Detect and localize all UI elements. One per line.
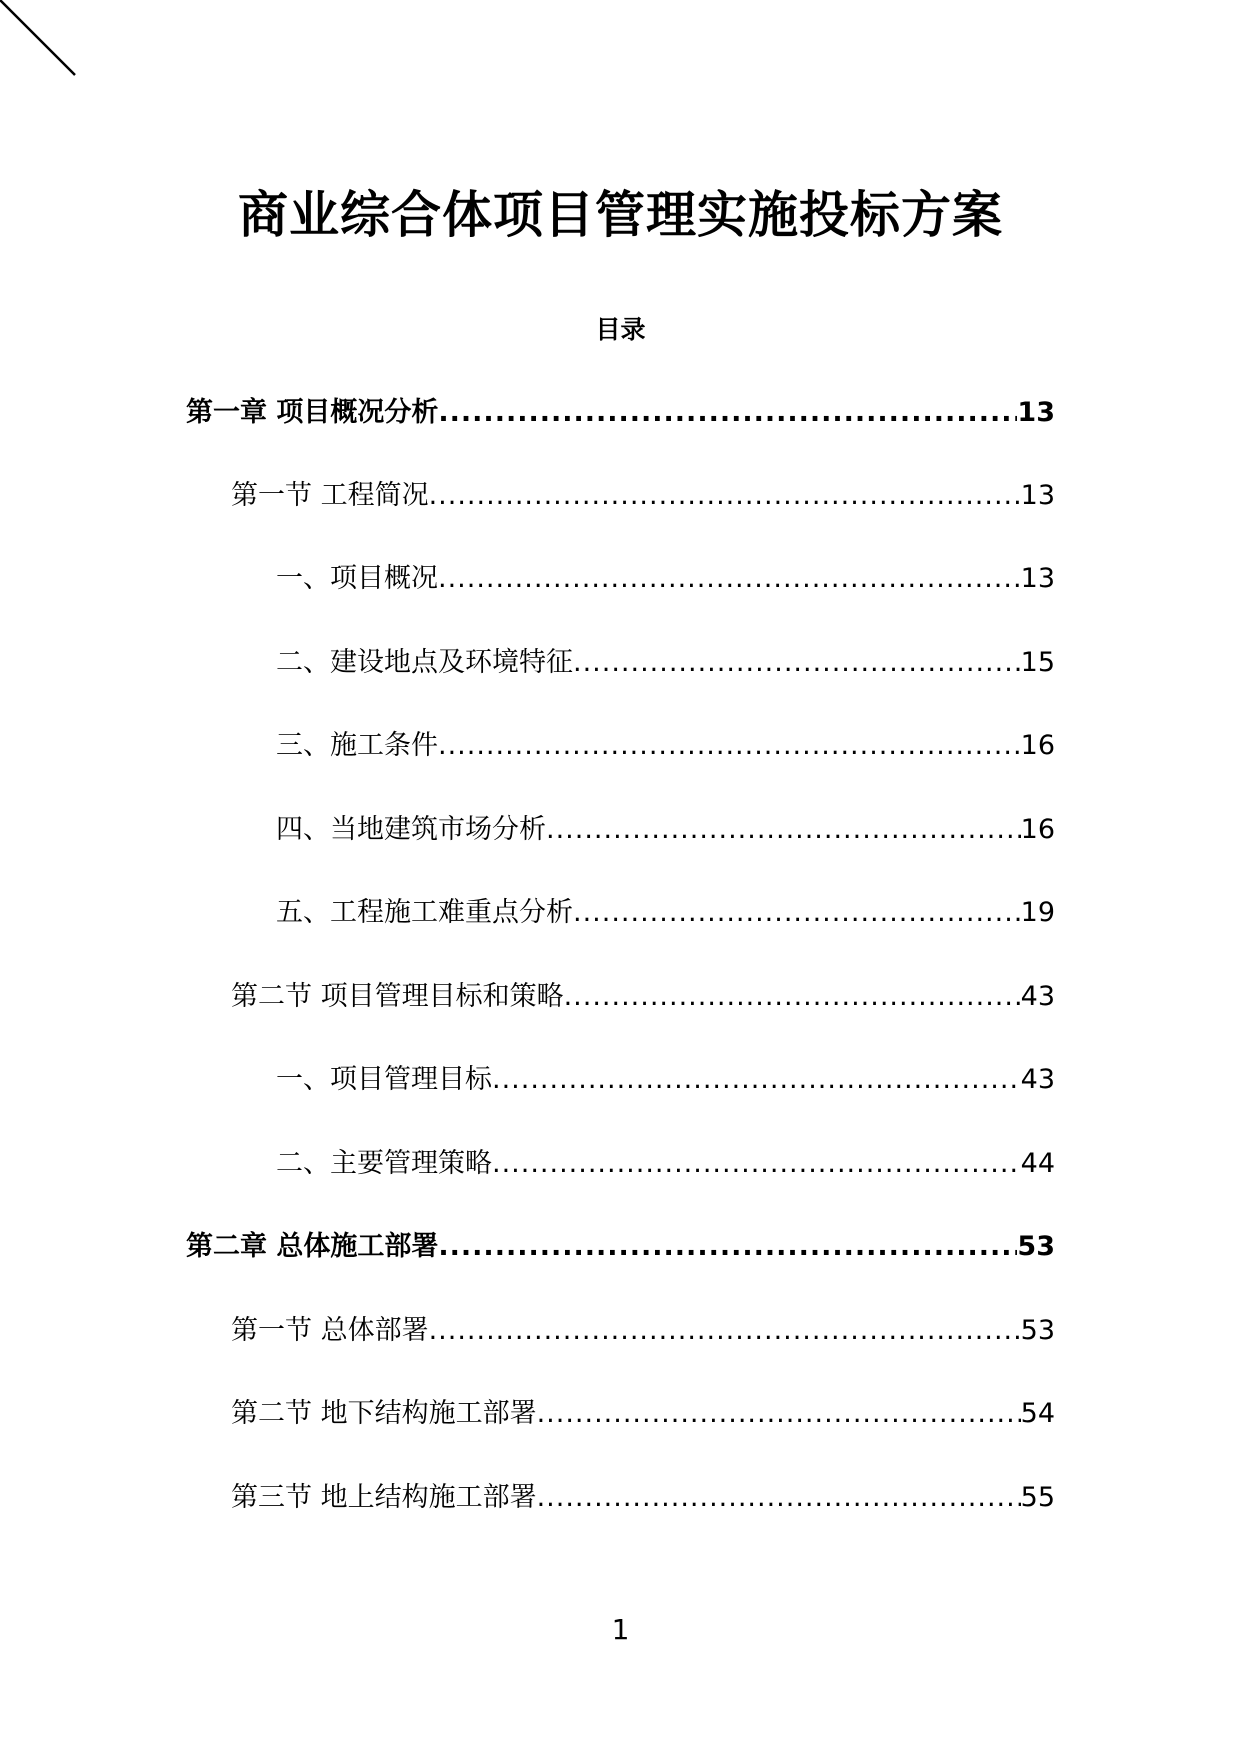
toc-entry-section[interactable] (231, 1311, 1055, 1351)
toc-entry-label: 第一章 项目概况分析 (186, 397, 439, 428)
toc-entry-subsection[interactable] (276, 1060, 1055, 1100)
toc-entry-section[interactable] (231, 1478, 1055, 1518)
toc-entry-section[interactable] (231, 476, 1055, 516)
toc-heading: 目录 (595, 315, 646, 344)
toc-dot-leader (537, 1478, 1021, 1518)
toc-entry-subsection[interactable] (276, 893, 1055, 933)
toc-entry-page: 54 (1020, 1398, 1055, 1429)
toc-entry-label: 第二章 总体施工部署 (186, 1231, 439, 1262)
toc-dot-leader (573, 893, 1021, 933)
toc-entry-label: 二、建设地点及环境特征 (276, 647, 573, 678)
toc-entry-page: 13 (1017, 397, 1055, 428)
toc-dot-leader (438, 1227, 1017, 1267)
toc-dot-leader (438, 726, 1021, 766)
toc-entry-subsection[interactable] (276, 810, 1055, 850)
toc-entry-subsection[interactable] (276, 726, 1055, 766)
toc-dot-leader (438, 393, 1017, 433)
page-number: 1 (611, 1613, 630, 1646)
toc-entry-page: 13 (1020, 480, 1055, 511)
toc-entry-label: 二、主要管理策略 (276, 1148, 492, 1179)
toc-entry-section[interactable] (231, 1394, 1055, 1434)
toc-entry-page: 43 (1020, 1064, 1055, 1095)
toc-dot-leader (564, 977, 1021, 1017)
toc-entry-page: 16 (1020, 814, 1055, 845)
toc-entry-subsection[interactable] (276, 559, 1055, 599)
toc-entry-chapter-2[interactable] (186, 1227, 1055, 1267)
toc-entry-page: 44 (1020, 1148, 1055, 1179)
toc-dot-leader (429, 1311, 1021, 1351)
toc-entry-subsection[interactable] (276, 643, 1055, 683)
toc-entry-label: 第三节 地上结构施工部署 (231, 1482, 537, 1513)
toc-entry-label: 第一节 总体部署 (231, 1315, 429, 1346)
document-title: 商业综合体项目管理实施投标方案 (238, 186, 1003, 244)
toc-entry-page: 53 (1020, 1315, 1055, 1346)
toc-dot-leader (546, 810, 1021, 850)
toc-entry-label: 一、项目管理目标 (276, 1064, 492, 1095)
toc-entry-label: 三、施工条件 (276, 730, 438, 761)
toc-entry-label: 五、工程施工难重点分析 (276, 897, 573, 928)
toc-entry-section[interactable] (231, 977, 1055, 1017)
toc-entry-page: 55 (1020, 1482, 1055, 1513)
corner-crop-mark (0, 0, 80, 80)
toc-dot-leader (429, 476, 1021, 516)
toc-entry-page: 53 (1017, 1231, 1055, 1262)
toc-entry-page: 13 (1020, 563, 1055, 594)
toc-entry-page: 43 (1020, 981, 1055, 1012)
toc-dot-leader (573, 643, 1021, 683)
toc-dot-leader (492, 1060, 1021, 1100)
toc-entry-label: 四、当地建筑市场分析 (276, 814, 546, 845)
toc-dot-leader (492, 1144, 1021, 1184)
toc-entry-label: 第二节 地下结构施工部署 (231, 1398, 537, 1429)
toc-entry-label: 第二节 项目管理目标和策略 (231, 981, 564, 1012)
toc-entry-chapter-1[interactable] (186, 393, 1055, 433)
toc-entry-page: 16 (1020, 730, 1055, 761)
toc-dot-leader (537, 1394, 1021, 1434)
toc-entry-label: 一、项目概况 (276, 563, 438, 594)
toc-entry-page: 15 (1020, 647, 1055, 678)
toc-dot-leader (438, 559, 1021, 599)
toc-entry-label: 第一节 工程简况 (231, 480, 429, 511)
toc-entry-subsection[interactable] (276, 1144, 1055, 1184)
toc-entry-page: 19 (1020, 897, 1055, 928)
